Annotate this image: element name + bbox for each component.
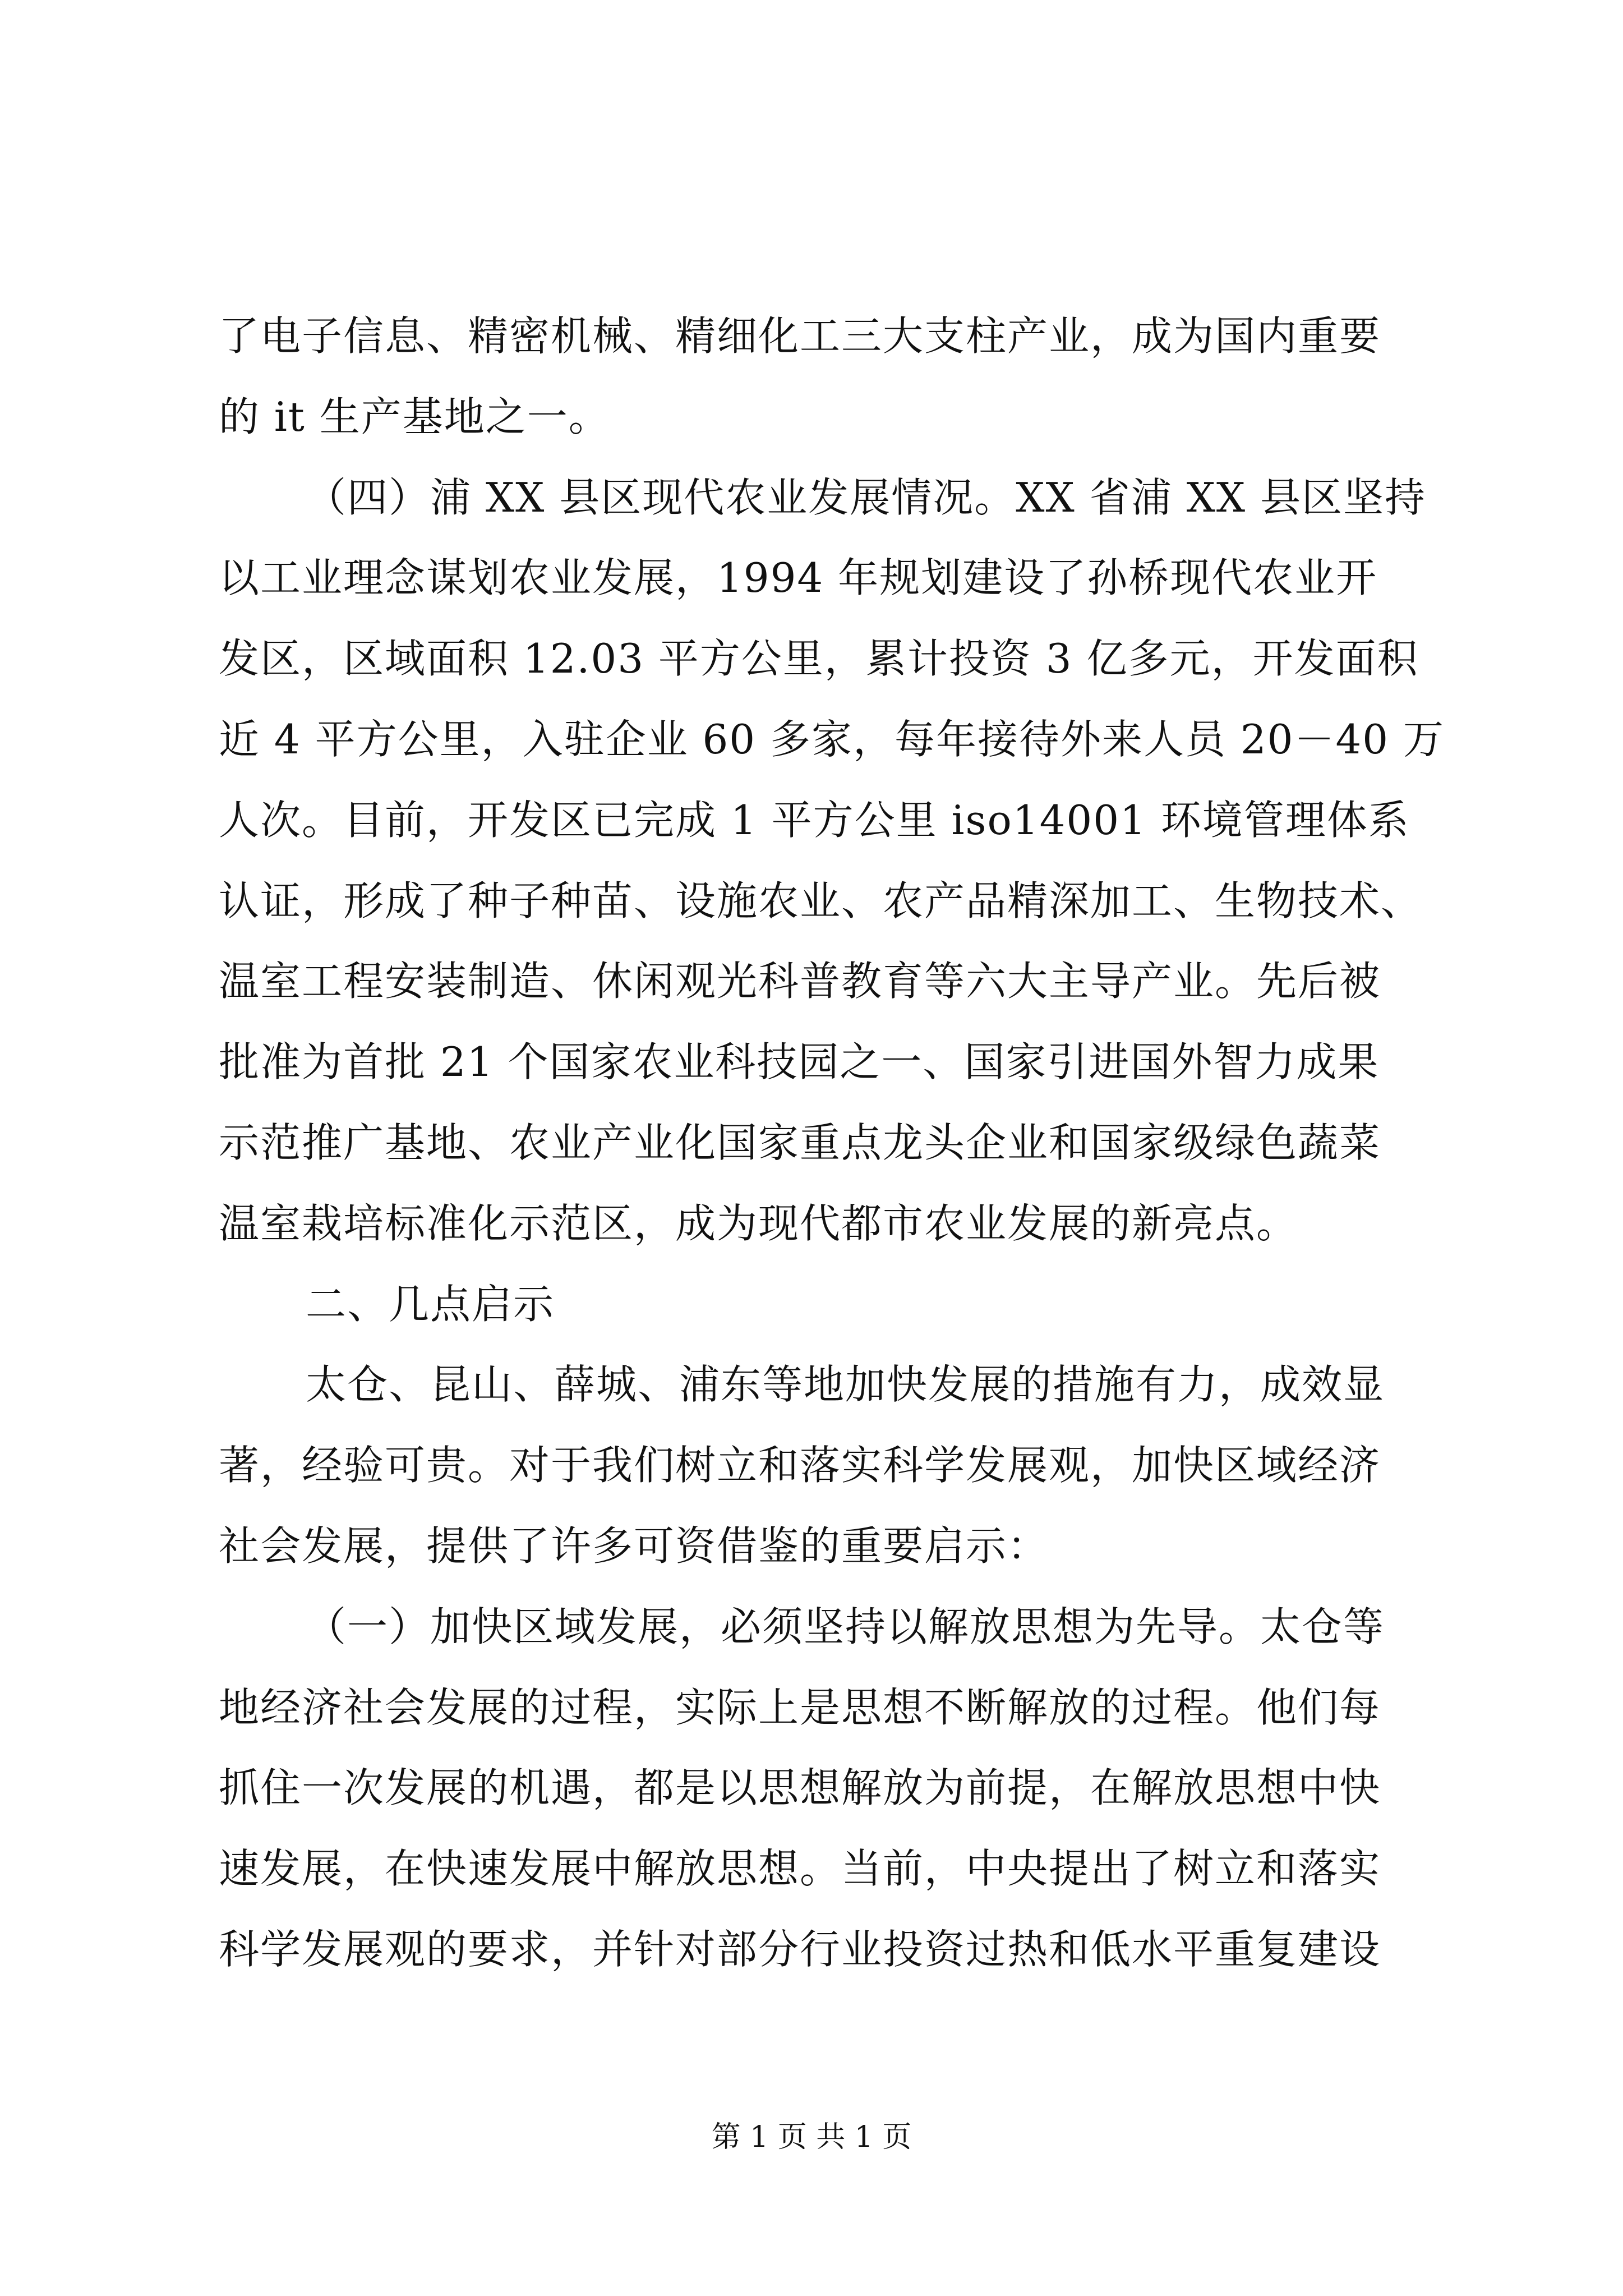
text-line: 发区，区域面积 12.03 平方公里，累计投资 3 亿多元，开发面积 bbox=[219, 635, 1419, 683]
text-line: 温室工程安装制造、休闲观光科普教育等六大主导产业。先后被 bbox=[219, 958, 1381, 1005]
text-line: 太仓、昆山、薛城、浦东等地加快发展的措施有力，成效显 bbox=[306, 1361, 1385, 1409]
section-heading: 二、几点启示 bbox=[306, 1280, 555, 1328]
document-body bbox=[219, 296, 1445, 1990]
text-line: 科学发展观的要求，并针对部分行业投资过热和低水平重复建设 bbox=[219, 1925, 1381, 1973]
text-line: 抓住一次发展的机遇，都是以思想解放为前提，在解放思想中快 bbox=[219, 1764, 1381, 1812]
text-line: 地经济社会发展的过程，实际上是思想不断解放的过程。他们每 bbox=[219, 1683, 1381, 1731]
text-line: 示范推广基地、农业产业化国家重点龙头企业和国家级绿色蔬菜 bbox=[219, 1119, 1381, 1166]
text-line: 批准为首批 21 个国家农业科技园之一、国家引进国外智力成果 bbox=[219, 1038, 1380, 1086]
text-line: 人次。目前，开发区已完成 1 平方公里 iso14001 环境管理体系 bbox=[219, 796, 1410, 844]
text-line: 温室栽培标准化示范区，成为现代都市农业发展的新亮点。 bbox=[219, 1199, 1298, 1247]
text-line: 的 it 生产基地之一。 bbox=[219, 393, 610, 440]
text-line: 著，经验可贵。对于我们树立和落实科学发展观，加快区域经济 bbox=[219, 1442, 1381, 1489]
text-line: 以工业理念谋划农业发展，1994 年规划建设了孙桥现代农业开 bbox=[219, 554, 1378, 602]
text-line: 速发展，在快速发展中解放思想。当前，中央提出了树立和落实 bbox=[219, 1845, 1381, 1893]
text-line: 近 4 平方公里，入驻企业 60 多家，每年接待外来人员 20－40 万 bbox=[219, 715, 1445, 763]
page-footer: 第 1 页 共 1 页 bbox=[711, 2120, 912, 2154]
text-line: 社会发展，提供了许多可资借鉴的重要启示： bbox=[219, 1522, 1049, 1570]
text-line: （四）浦 XX 县区现代农业发展情况。XX 省浦 XX 县区坚持 bbox=[306, 473, 1426, 521]
text-line: （一）加快区域发展，必须坚持以解放思想为先导。太仓等 bbox=[306, 1603, 1385, 1650]
text-line: 认证，形成了种子种苗、设施农业、农产品精深加工、生物技术、 bbox=[219, 877, 1423, 924]
text-line: 了电子信息、精密机械、精细化工三大支柱产业，成为国内重要 bbox=[219, 312, 1381, 360]
